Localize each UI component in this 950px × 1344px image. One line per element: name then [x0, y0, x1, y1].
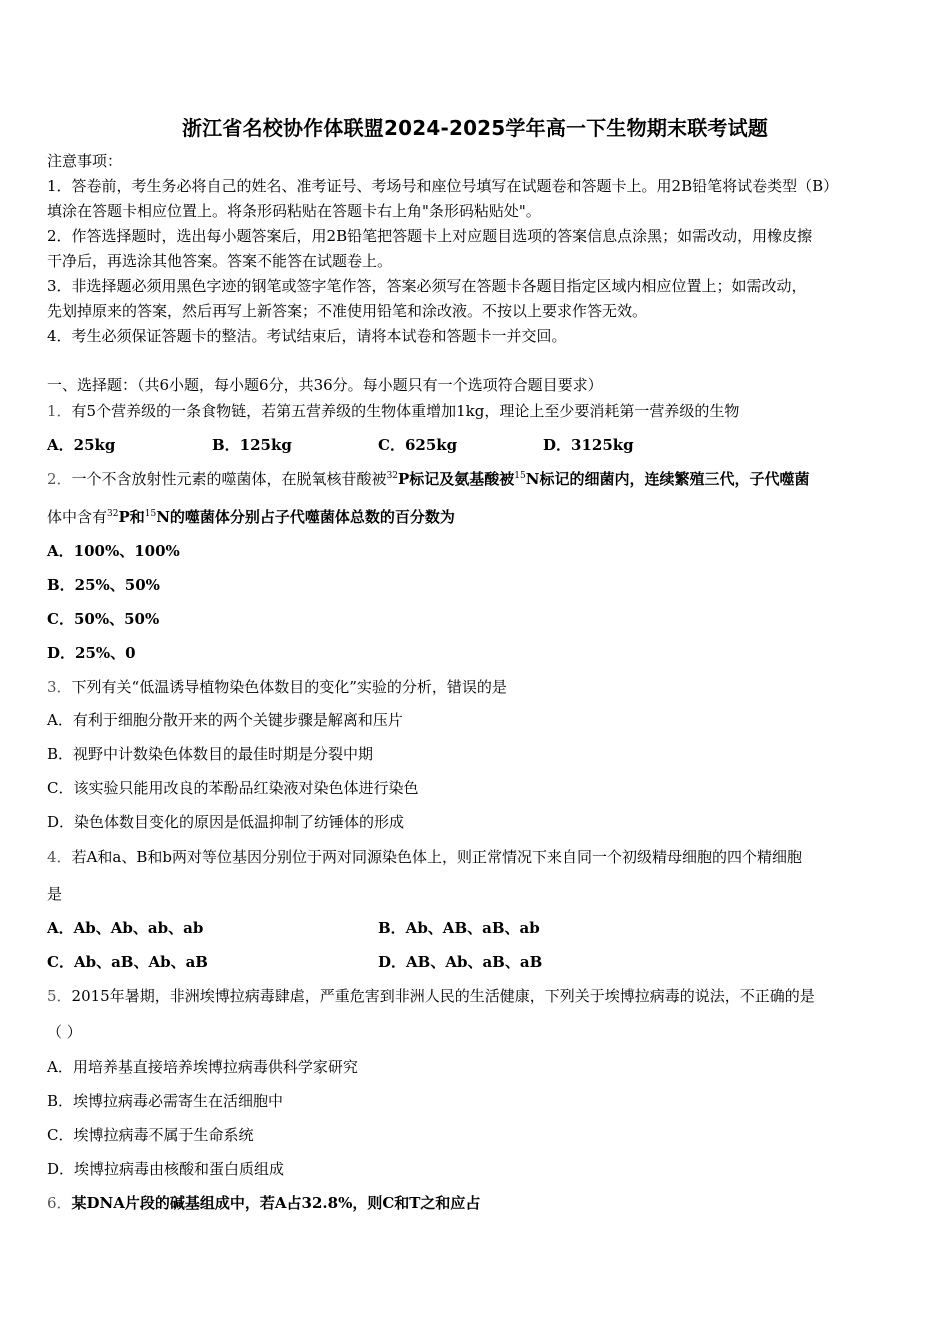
option-c: C．该实验只能用改良的苯酚品红染液对染色体进行染色 [47, 779, 419, 797]
option-d: D．25%、0 [47, 644, 136, 662]
option-a: A．用培养基直接培养埃博拉病毒供科学家研究 [47, 1058, 358, 1076]
option-d: D．AB、Ab、aB、aB [378, 953, 543, 971]
option-b: B．125kg [212, 436, 292, 454]
question-2 [47, 468, 907, 490]
notice-line: 填涂在答题卡相应位置上。将条形码粘贴在答题卡右上角"条形码粘贴处"。 [47, 202, 541, 220]
question-4 [47, 846, 907, 868]
notice-line: 2．作答选择题时，选出每小题答案后，用2B铅笔把答题卡上对应题目选项的答案信息点涂黑；如需改动，用橡皮擦 [47, 227, 813, 245]
option-d: D．3125kg [543, 436, 634, 454]
option-b: B．25%、50% [47, 576, 160, 594]
question-text: 有5个营养级的一条食物链，若第五营养级的生物体重增加1kg，理论上至少要消耗第一营养级的生物 [71, 402, 740, 420]
question-number: 2． [47, 470, 72, 488]
option-c: C．625kg [378, 436, 458, 454]
option-c: C．50%、50% [47, 610, 160, 628]
option-d: D．埃博拉病毒由核酸和蛋白质组成 [47, 1160, 285, 1178]
notice-line: 3．非选择题必须用黑色字迹的钢笔或签字笔作答，答案必须写在答题卡各题目指定区域内相应位置上；如需改动， [47, 277, 807, 295]
question-6 [47, 1192, 907, 1214]
notice-line: 干净后，再选涂其他答案。答案不能答在试题卷上。 [47, 252, 393, 270]
page-title: 浙江省名校协作体联盟2024-2025学年高一下生物期末联考试题 [181, 116, 769, 140]
question-number: 6． [47, 1194, 72, 1212]
question-number: 5． [47, 987, 72, 1005]
option-a: A．25kg [47, 436, 116, 454]
isotope-mass: 32 [107, 509, 119, 519]
question-text: P标记及氨基酸被 [398, 470, 515, 488]
question-text: 2015年暑期，非洲埃博拉病毒肆虐，严重危害到非洲人民的生活健康，下列关于埃博拉病毒的说法，不正确的是 [71, 987, 815, 1005]
question-2-cont [47, 506, 907, 528]
question-text: 下列有关“低温诱导植物染色体数目的变化”实验的分析，错误的是 [71, 678, 507, 696]
option-b: B．Ab、AB、aB、ab [378, 919, 540, 937]
question-text: 若A和a、B和b两对等位基因分别位于两对同源染色体上，则正常情况下来自同一个初级精母细胞的四个精细胞 [71, 848, 802, 866]
notice-line: 先划掉原来的答案，然后再写上新答案；不准使用铅笔和涂改液。不按以上要求作答无效。 [47, 302, 648, 320]
isotope-mass: 32 [386, 471, 399, 481]
question-5-cont: （ ） [47, 1023, 82, 1041]
question-text: 一个不含放射性元素的噬菌体，在脱氧核苷酸被 [71, 470, 387, 488]
question-text: P和 [118, 508, 145, 526]
notice-heading: 注意事项： [47, 152, 123, 170]
isotope-mass: 15 [514, 471, 526, 481]
question-number: 4． [47, 848, 72, 866]
option-c: C．埃博拉病毒不属于生命系统 [47, 1126, 254, 1144]
option-c: C．Ab、aB、Ab、aB [47, 953, 208, 971]
option-b: B．视野中计数染色体数目的最佳时期是分裂中期 [47, 745, 374, 763]
question-5 [47, 985, 907, 1007]
question-number: 3． [47, 678, 72, 696]
question-text: 某DNA片段的碱基组成中，若A占32.8%，则C和T之和应占 [71, 1194, 481, 1212]
option-a: A．100%、100% [47, 542, 180, 560]
isotope-mass: 15 [144, 509, 157, 519]
option-a: A．Ab、Ab、ab、ab [47, 919, 204, 937]
question-1 [47, 400, 907, 422]
question-number: 1． [47, 402, 72, 420]
notice-line: 1．答卷前，考生务必将自己的姓名、准考证号、考场号和座位号填写在试题卷和答题卡上。用2B铅笔将试卷类型（B） [47, 177, 839, 195]
question-text: N标记的细菌内，连续繁殖三代，子代噬菌 [525, 470, 810, 488]
question-3 [47, 676, 907, 698]
notice-line: 4．考生必须保证答题卡的整洁。考试结束后，请将本试卷和答题卡一并交回。 [47, 327, 567, 345]
question-4-cont: 是 [47, 885, 63, 903]
question-text: N的噬菌体分别占子代噬菌体总数的百分数为 [156, 508, 455, 526]
question-text: 体中含有 [47, 508, 108, 526]
option-a: A．有利于细胞分散开来的两个关键步骤是解离和压片 [47, 711, 403, 729]
option-d: D．染色体数目变化的原因是低温抑制了纺锤体的形成 [47, 813, 405, 831]
option-b: B．埃博拉病毒必需寄生在活细胞中 [47, 1092, 284, 1110]
section-heading: 一、选择题：（共6小题，每小题6分，共36分。每小题只有一个选项符合题目要求） [47, 376, 603, 394]
